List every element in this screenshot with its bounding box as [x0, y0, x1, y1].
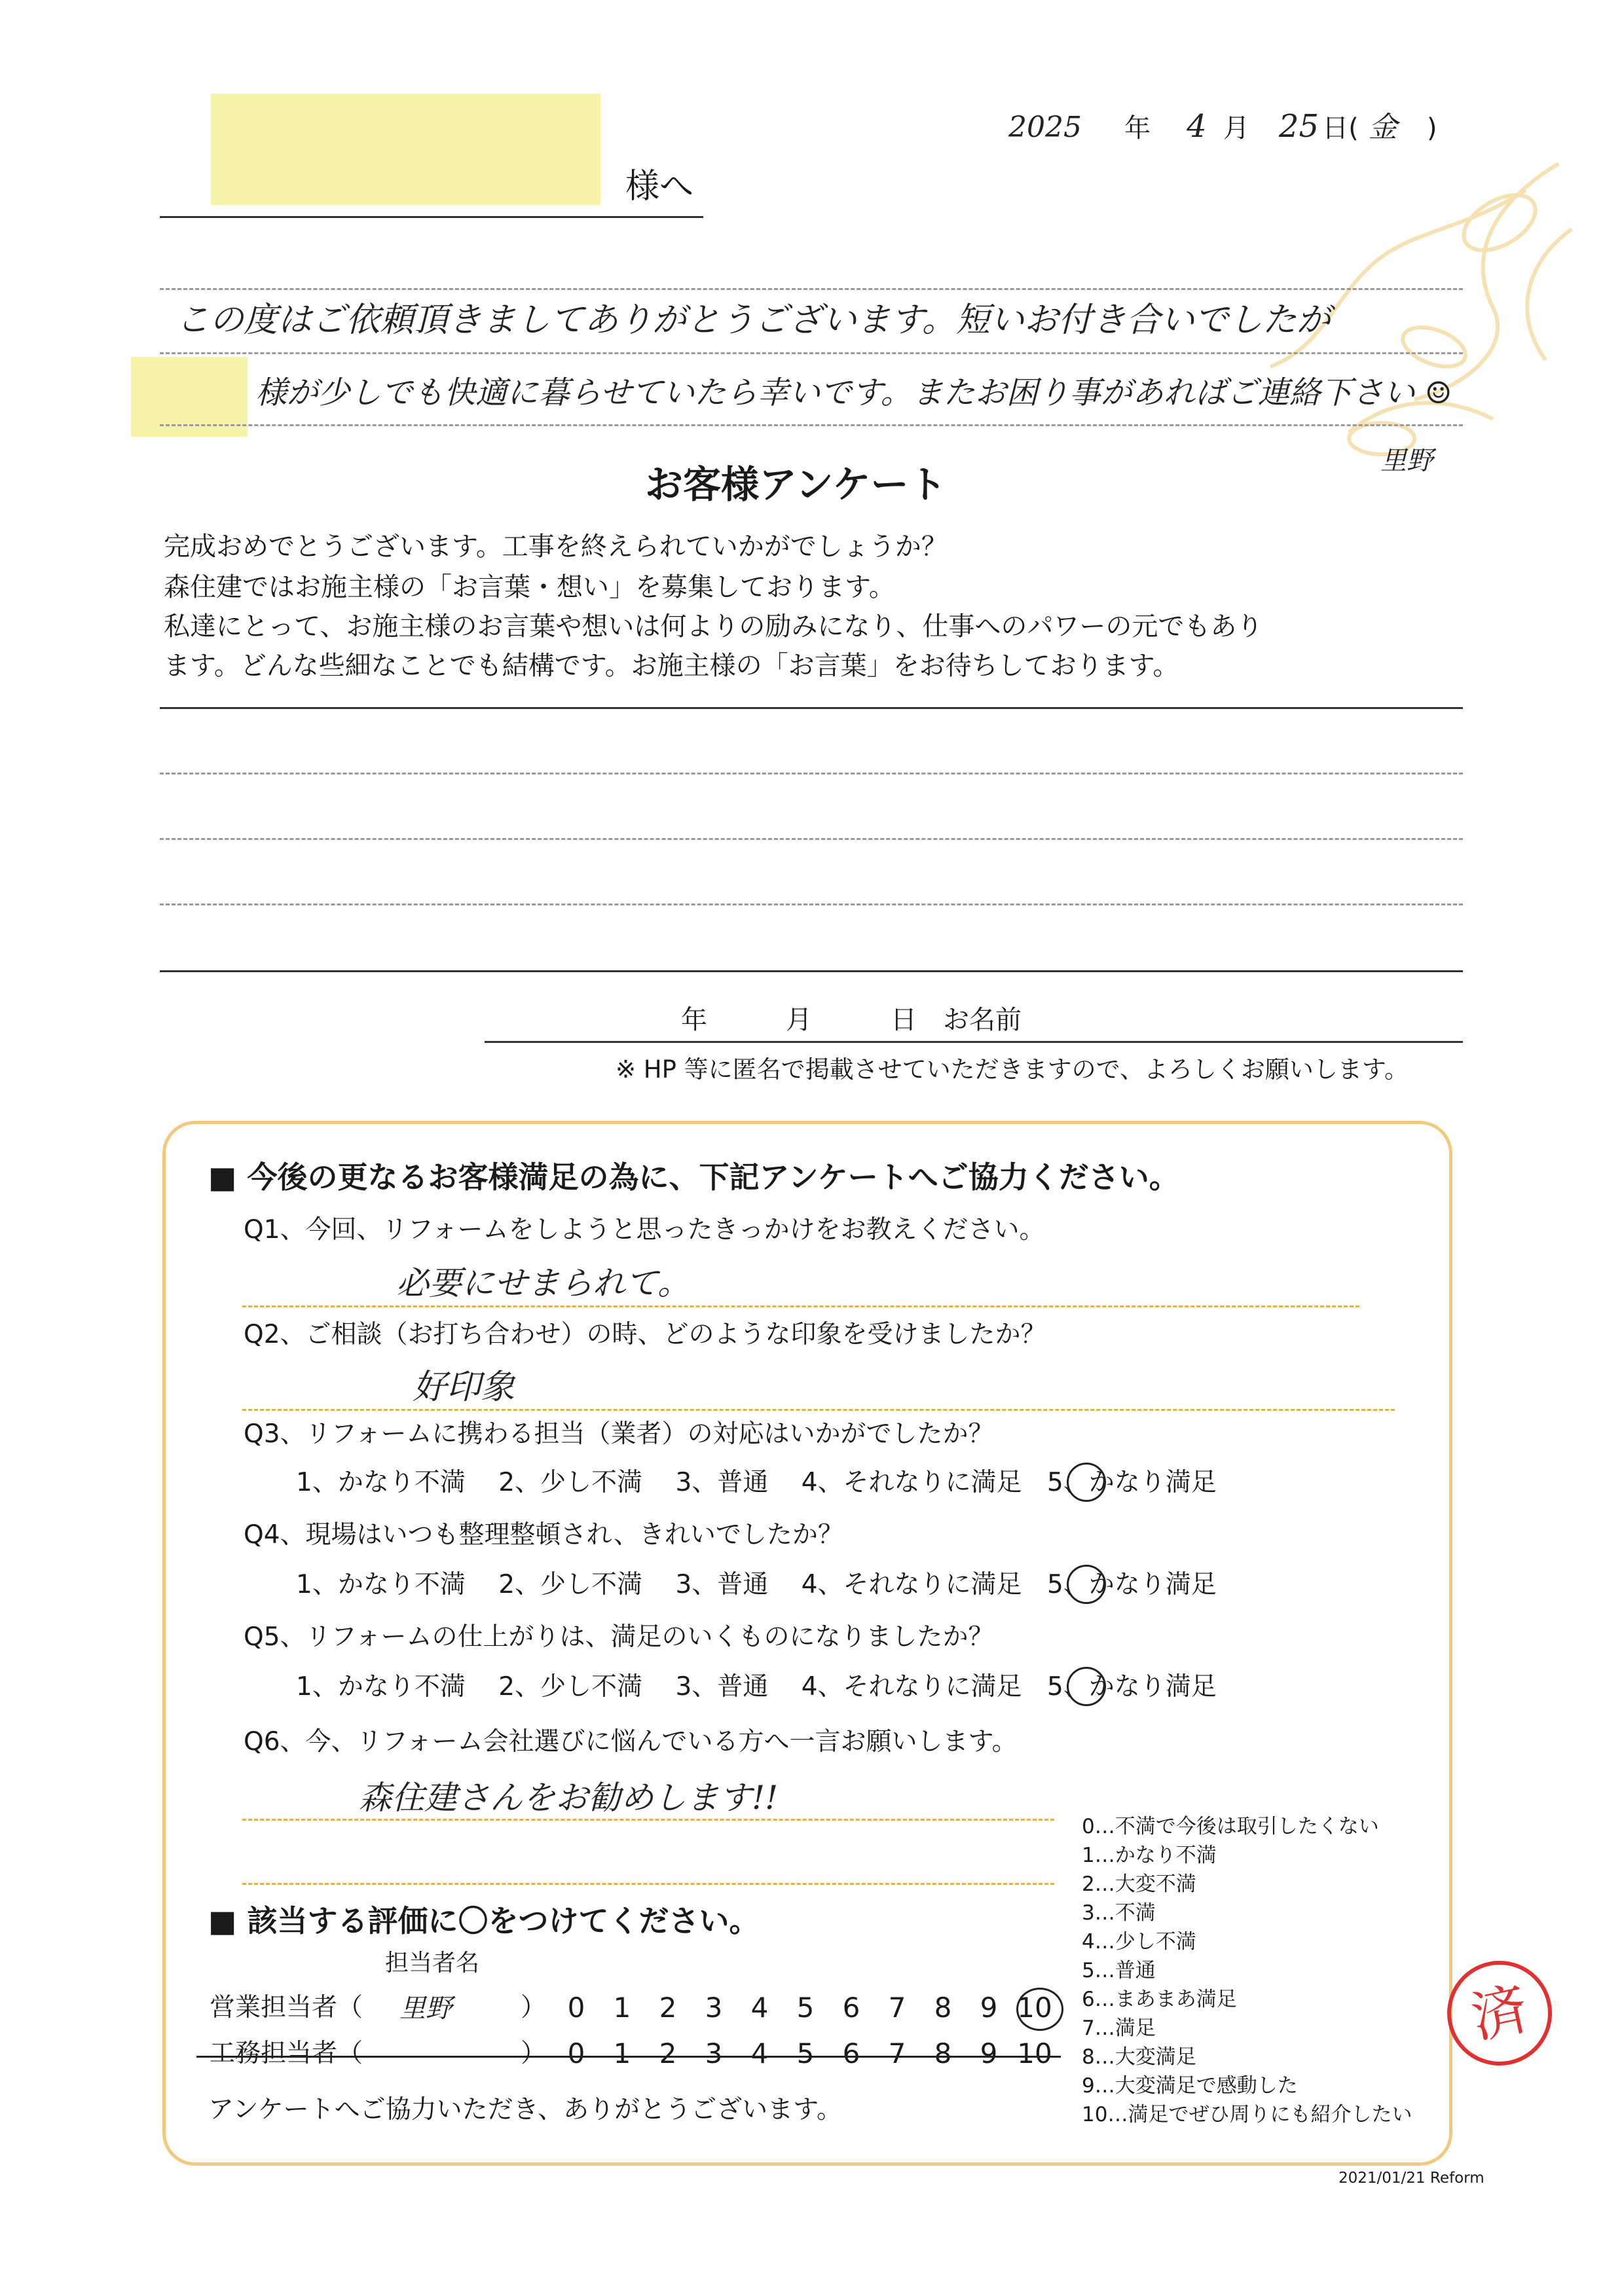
- q5-option-1[interactable]: 1、かなり不満: [296, 1672, 466, 1702]
- publication-notice: ※ HP 等に匿名で掲載させていただきますので、よろしくお願いします。: [616, 1055, 1409, 1084]
- recipient-underline: [160, 216, 703, 218]
- answer-6: 森住建さんをお勧めします!!: [359, 1779, 779, 1817]
- q5-selected-circle: [1067, 1667, 1106, 1706]
- works-score-8[interactable]: 8: [934, 2037, 952, 2069]
- message-line-1: この度はご依頼頂きましてありがとうございます。短いお付き合いでしたが: [175, 301, 1331, 340]
- comment-rule-1: [160, 773, 1463, 774]
- q3-option-1[interactable]: 1、かなり不満: [296, 1468, 466, 1497]
- q3-option-2[interactable]: 2、少し不満: [498, 1468, 643, 1497]
- q5-option-2[interactable]: 2、少し不満: [498, 1672, 643, 1702]
- sales-staff-name: 里野: [399, 1994, 452, 2024]
- date-name-underline: [485, 1041, 1463, 1043]
- message-rule-3: [160, 424, 1463, 426]
- comment-rule-3: [160, 903, 1463, 905]
- legend-9: 9…大変満足で感動した: [1082, 2074, 1298, 2098]
- sales-score-5[interactable]: 5: [796, 1992, 815, 2024]
- date-month-unit: 月: [1223, 113, 1249, 143]
- works-score-2[interactable]: 2: [659, 2037, 677, 2069]
- answer-6-rule-2: [242, 1883, 1054, 1885]
- answer-2: 好印象: [413, 1368, 515, 1407]
- date-year: 2025: [1008, 111, 1082, 144]
- question-4: Q4、現場はいつも整理整頓され、きれいでしたか？: [244, 1520, 843, 1550]
- q4-option-4[interactable]: 4、それなりに満足: [801, 1570, 1022, 1599]
- message-rule-2: [160, 352, 1463, 354]
- date-year-unit: 年: [1124, 113, 1151, 143]
- works-rating-scale: [553, 2036, 1058, 2071]
- date-weekday: 金: [1368, 111, 1397, 144]
- sales-score-3[interactable]: 3: [705, 1992, 723, 2024]
- sales-score-2[interactable]: 2: [659, 1992, 677, 2024]
- sales-score-4[interactable]: 4: [750, 1992, 769, 2024]
- questionnaire-heading: ■ 今後の更なるお客様満足の為に、下記アンケートへご協力ください。: [208, 1159, 1179, 1195]
- comment-rule-bottom: [160, 970, 1463, 972]
- sales-selected-circle: [1016, 1988, 1063, 2031]
- completed-stamp: [1437, 1951, 1562, 2075]
- form-code: 2021/01/21 Reform: [1338, 2170, 1485, 2187]
- sales-score-8[interactable]: 8: [934, 1992, 952, 2024]
- works-score-3[interactable]: 3: [705, 2037, 723, 2069]
- works-score-0[interactable]: 0: [567, 2037, 585, 2069]
- message-signature: 里野: [1380, 446, 1433, 476]
- survey-intro-2: 森住建ではお施主様の「お言葉・想い」を募集しております。: [164, 572, 895, 602]
- legend-3: 3…不満: [1082, 1901, 1156, 1925]
- q3-option-3[interactable]: 3、普通: [675, 1468, 769, 1497]
- survey-intro-3: 私達にとって、お施主様のお言葉や想いは何よりの励みになり、仕事へのパワーの元でもあり: [164, 611, 1263, 642]
- works-score-6[interactable]: 6: [842, 2037, 860, 2069]
- legend-4: 4…少し不満: [1082, 1930, 1196, 1954]
- legend-8: 8…大変満足: [1082, 2045, 1196, 2069]
- q3-selected-circle: [1067, 1463, 1106, 1502]
- sales-score-1[interactable]: 1: [613, 1992, 631, 2024]
- q4-option-5[interactable]: 5、かなり満足: [1046, 1570, 1217, 1599]
- q4-option-1[interactable]: 1、かなり不満: [296, 1570, 466, 1599]
- date-day-unit: 日(: [1322, 113, 1359, 143]
- works-strikethrough: [196, 2056, 1061, 2058]
- recipient-suffix: 様へ: [625, 167, 694, 206]
- legend-10: 10…満足でぜひ周りにも紹介したい: [1082, 2103, 1412, 2126]
- q4-option-3[interactable]: 3、普通: [675, 1570, 769, 1599]
- works-score-9[interactable]: 9: [980, 2037, 998, 2069]
- survey-intro-4: ます。どんな些細なことでも結構です。お施主様の「お言葉」をお待ちしております。: [164, 651, 1179, 681]
- question-5: Q5、リフォームの仕上がりは、満足のいくものになりましたか？: [244, 1622, 994, 1652]
- legend-5: 5…普通: [1082, 1959, 1156, 1982]
- sales-staff-label: 営業担当者（: [210, 1993, 363, 2022]
- question-3: Q3、リフォームに携わる担当（業者）の対応はいかがでしたか？: [244, 1419, 994, 1449]
- smile-doodle: ☺: [1424, 375, 1452, 410]
- rating-heading: ■ 該当する評価に〇をつけてください。: [208, 1903, 760, 1939]
- works-score-7[interactable]: 7: [888, 2037, 906, 2069]
- q4-selected-circle: [1067, 1565, 1106, 1604]
- legend-7: 7…満足: [1082, 2016, 1156, 2040]
- legend-6: 6…まあまあ満足: [1082, 1988, 1237, 2011]
- sales-score-6[interactable]: 6: [842, 1992, 860, 2024]
- sales-score-7[interactable]: 7: [888, 1992, 906, 2024]
- legend-2: 2…大変不満: [1082, 1872, 1196, 1896]
- works-staff-label: 工務担当者（: [210, 2039, 363, 2068]
- staff-name-label: 担当者名: [385, 1950, 480, 1977]
- sales-score-10[interactable]: 10: [1017, 1992, 1052, 2024]
- message-line-2: 様が少しでも快適に暮らせていたら幸いです。またお困り事があればご連絡下さい: [255, 374, 1415, 411]
- works-score-10[interactable]: 10: [1017, 2037, 1052, 2069]
- comment-rule-2: [160, 838, 1463, 840]
- works-score-5[interactable]: 5: [796, 2037, 815, 2069]
- sales-score-0[interactable]: 0: [567, 1992, 585, 2024]
- q5-option-3[interactable]: 3、普通: [675, 1672, 769, 1702]
- sales-staff-close: ）: [521, 1993, 547, 2022]
- date-close: ): [1426, 113, 1437, 143]
- date-name-label: 年 月 日 お名前: [681, 1005, 1022, 1035]
- q5-option-4[interactable]: 4、それなりに満足: [801, 1672, 1022, 1702]
- answer-1-rule: [242, 1305, 1359, 1307]
- q3-option-5[interactable]: 5、かなり満足: [1046, 1468, 1217, 1497]
- works-staff-close: ）: [521, 2039, 547, 2068]
- works-score-1[interactable]: 1: [613, 2037, 631, 2069]
- message-rule-1: [160, 288, 1463, 290]
- sales-rating-scale: [553, 1990, 1058, 2026]
- answer-1: 必要にせまられて。: [396, 1264, 690, 1302]
- answer-6-rule-1: [242, 1819, 1054, 1821]
- question-2: Q2、ご相談（お打ち合わせ）の時、どのような印象を受けましたか？: [244, 1320, 1046, 1349]
- q5-option-5[interactable]: 5、かなり満足: [1046, 1672, 1217, 1702]
- question-1: Q1、今回、リフォームをしようと思ったきっかけをお教えください。: [244, 1215, 1045, 1245]
- comment-rule-top: [160, 707, 1463, 709]
- legend-1: 1…かなり不満: [1082, 1844, 1217, 1867]
- survey-title: お客様アンケート: [645, 462, 947, 507]
- sales-score-9[interactable]: 9: [980, 1992, 998, 2024]
- q4-option-2[interactable]: 2、少し不満: [498, 1570, 643, 1599]
- survey-intro-1: 完成おめでとうございます。工事を終えられていかがでしょうか？: [164, 532, 948, 562]
- redacted-name-note: [211, 94, 600, 205]
- date-month: 4: [1187, 108, 1207, 145]
- q3-option-4[interactable]: 4、それなりに満足: [801, 1468, 1022, 1497]
- stamp-text: 済: [1466, 1976, 1534, 2050]
- answer-2-rule: [242, 1409, 1395, 1411]
- thanks-message: アンケートへご協力いただき、ありがとうございます。: [208, 2095, 842, 2124]
- message-line-2-wrap: [255, 370, 1452, 416]
- works-score-4[interactable]: 4: [750, 2037, 769, 2069]
- question-6: Q6、今、リフォーム会社選びに悩んでいる方へ一言お願いします。: [244, 1727, 1018, 1757]
- legend-0: 0…不満で今後は取引したくない: [1082, 1815, 1379, 1838]
- handwritten-date: [1008, 103, 1437, 149]
- rating-legend: [1082, 1812, 1412, 2129]
- date-day: 25: [1278, 108, 1319, 145]
